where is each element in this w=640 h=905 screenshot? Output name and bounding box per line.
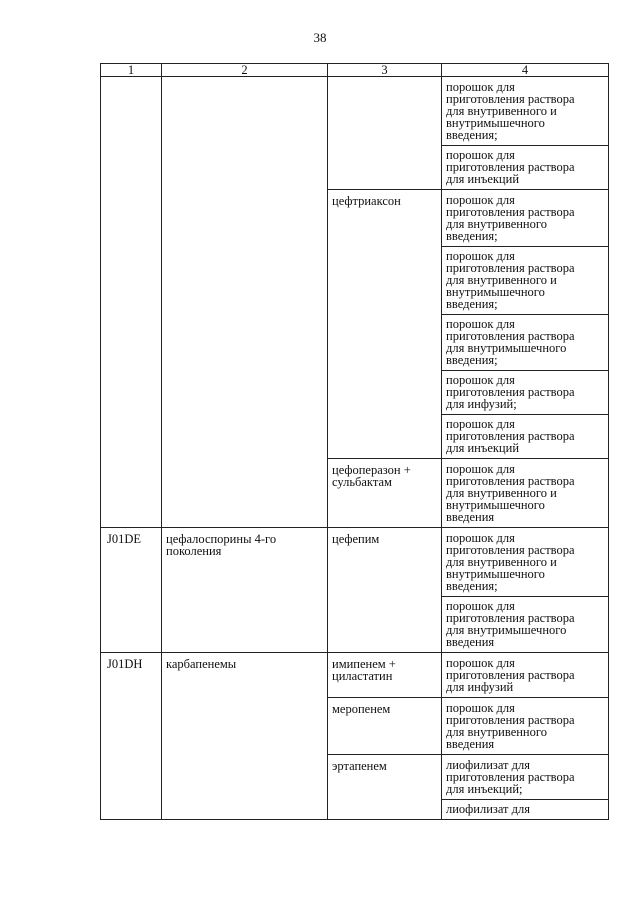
- dosage-form: порошок для приготовления раствора для внутримышечного введения;: [442, 315, 608, 371]
- drug-table: [100, 63, 609, 820]
- drug-cell: имипенем + циластатин: [328, 653, 442, 698]
- table-row: [101, 528, 609, 653]
- dosage-form: порошок для приготовления раствора для внутривенного введения;: [442, 190, 608, 247]
- column-header: 2: [162, 64, 328, 77]
- atc-code-cell: J01DE: [101, 528, 162, 653]
- dosage-forms-cell: [442, 653, 609, 698]
- column-header: 4: [442, 64, 609, 77]
- table-header-row: [101, 64, 609, 77]
- dosage-forms-cell: [442, 528, 609, 653]
- drug-cell: эртапенем: [328, 755, 442, 820]
- dosage-form: порошок для приготовления раствора для инъекций: [446, 417, 575, 455]
- group-cell: [162, 77, 328, 528]
- dosage-forms-cell: [442, 77, 609, 190]
- dosage-form: порошок для приготовления раствора для внутримышечного введения: [446, 599, 575, 649]
- dosage-form: лиофилизат для приготовления раствора для инъекций;: [442, 755, 608, 800]
- table-row: [101, 653, 609, 698]
- dosage-form: лиофилизат для: [446, 802, 530, 816]
- dosage-forms-cell: [442, 459, 609, 528]
- column-header: 3: [328, 64, 442, 77]
- column-header: 1: [101, 64, 162, 77]
- group-cell: карбапенемы: [162, 653, 328, 820]
- dosage-forms-cell: [442, 755, 609, 820]
- atc-code-cell: J01DH: [101, 653, 162, 820]
- drug-cell: [328, 77, 442, 190]
- dosage-form: порошок для приготовления раствора для внутривенного и внутримышечного введения;: [442, 77, 608, 146]
- dosage-forms-cell: [442, 698, 609, 755]
- dosage-form: порошок для приготовления раствора для внутривенного и внутримышечного введения: [446, 462, 575, 524]
- drug-cell: цефоперазон + сульбактам: [328, 459, 442, 528]
- dosage-form: порошок для приготовления раствора для внутривенного введения: [446, 701, 575, 751]
- dosage-form: порошок для приготовления раствора для инфузий;: [442, 371, 608, 415]
- dosage-form: порошок для приготовления раствора для внутривенного и внутримышечного введения;: [442, 528, 608, 597]
- table-row: [101, 77, 609, 190]
- dosage-form: порошок для приготовления раствора для внутривенного и внутримышечного введения;: [442, 247, 608, 315]
- atc-code-cell: [101, 77, 162, 528]
- page-number: 38: [313, 30, 327, 45]
- dosage-form: порошок для приготовления раствора для инъекций: [446, 148, 575, 186]
- drug-cell: цефепим: [328, 528, 442, 653]
- dosage-forms-cell: [442, 190, 609, 459]
- drug-cell: меропенем: [328, 698, 442, 755]
- dosage-form: порошок для приготовления раствора для инфузий: [446, 656, 575, 694]
- group-cell: цефалоспорины 4-го поколения: [162, 528, 328, 653]
- drug-cell: цефтриаксон: [328, 190, 442, 459]
